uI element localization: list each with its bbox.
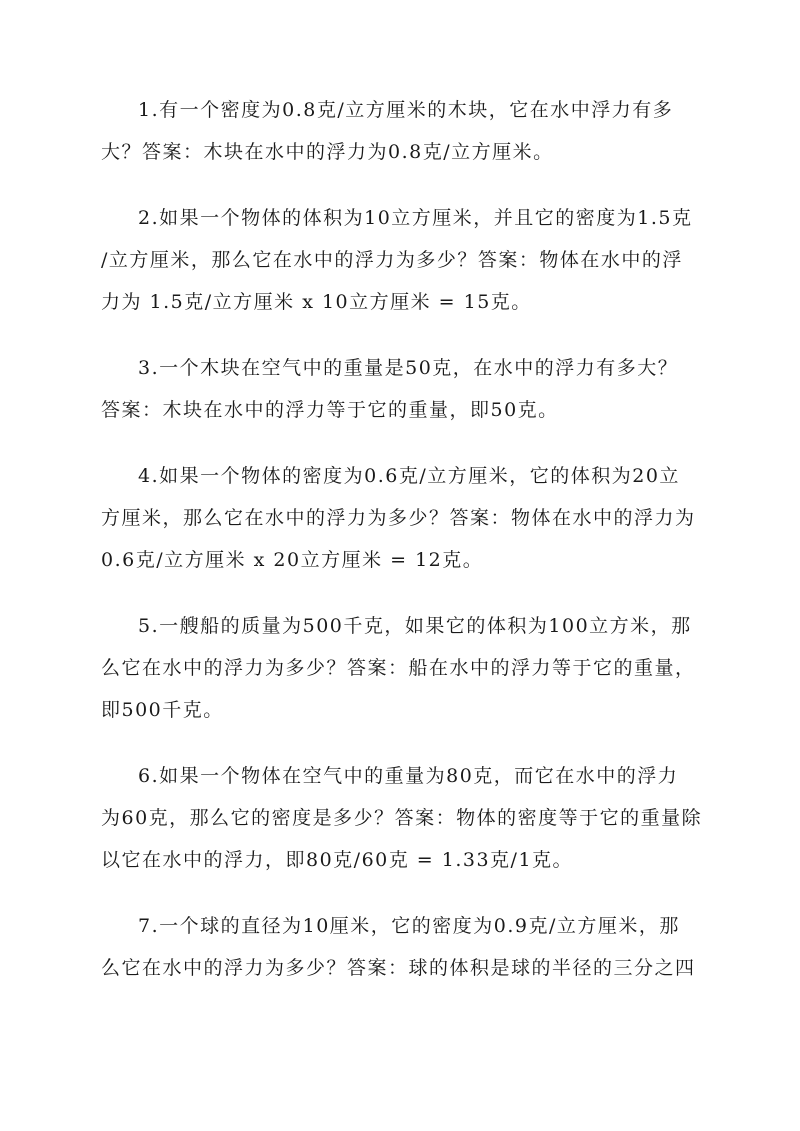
question-5-line-3: 即500千克。 [101, 699, 224, 721]
question-7-line-2: 么它在水中的浮力为多少？答案：球的体积是球的半径的三分之四 [101, 957, 696, 979]
question-2 [101, 197, 701, 323]
question-2-line-3: 力为 1.5克/立方厘米 x 10立方厘米 = 15克。 [101, 291, 532, 313]
question-1 [101, 89, 701, 173]
question-6-line-3: 以它在水中的浮力，即80克/60克 = 1.33克/1克。 [101, 849, 574, 871]
question-6 [101, 755, 701, 881]
question-6-line-1: 6.如果一个物体在空气中的重量为80克，而它在水中的浮力 [138, 765, 679, 787]
question-2-line-2: /立方厘米，那么它在水中的浮力为多少？答案：物体在水中的浮 [101, 249, 683, 271]
question-3-line-1: 3.一个木块在空气中的重量是50克，在水中的浮力有多大？ [138, 357, 679, 379]
question-5-line-2: 么它在水中的浮力为多少？答案：船在水中的浮力等于它的重量， [101, 657, 696, 679]
question-3-line-2: 答案：木块在水中的浮力等于它的重量，即50克。 [101, 399, 559, 421]
question-1-line-1: 1.有一个密度为0.8克/立方厘米的木块，它在水中浮力有多 [138, 99, 674, 121]
question-4-line-2: 方厘米，那么它在水中的浮力为多少？答案：物体在水中的浮力为 [101, 507, 696, 529]
question-6-line-2: 为60克，那么它的密度是多少？答案：物体的密度等于它的重量除 [101, 807, 703, 829]
question-7-line-1: 7.一个球的直径为10厘米，它的密度为0.9克/立方厘米，那 [138, 915, 680, 937]
question-7 [101, 905, 701, 989]
question-4-line-3: 0.6克/立方厘米 x 20立方厘米 = 12克。 [101, 549, 484, 571]
question-5-line-1: 5.一艘船的质量为500千克，如果它的体积为100立方米，那 [138, 615, 692, 637]
question-4 [101, 455, 701, 581]
question-3 [101, 347, 701, 431]
question-1-line-2: 大？答案：木块在水中的浮力为0.8克/立方厘米。 [101, 141, 554, 163]
question-2-line-1: 2.如果一个物体的体积为10立方厘米，并且它的密度为1.5克 [138, 207, 693, 229]
document-body [101, 89, 701, 1013]
question-4-line-1: 4.如果一个物体的密度为0.6克/立方厘米，它的体积为20立 [138, 465, 680, 487]
question-5 [101, 605, 701, 731]
